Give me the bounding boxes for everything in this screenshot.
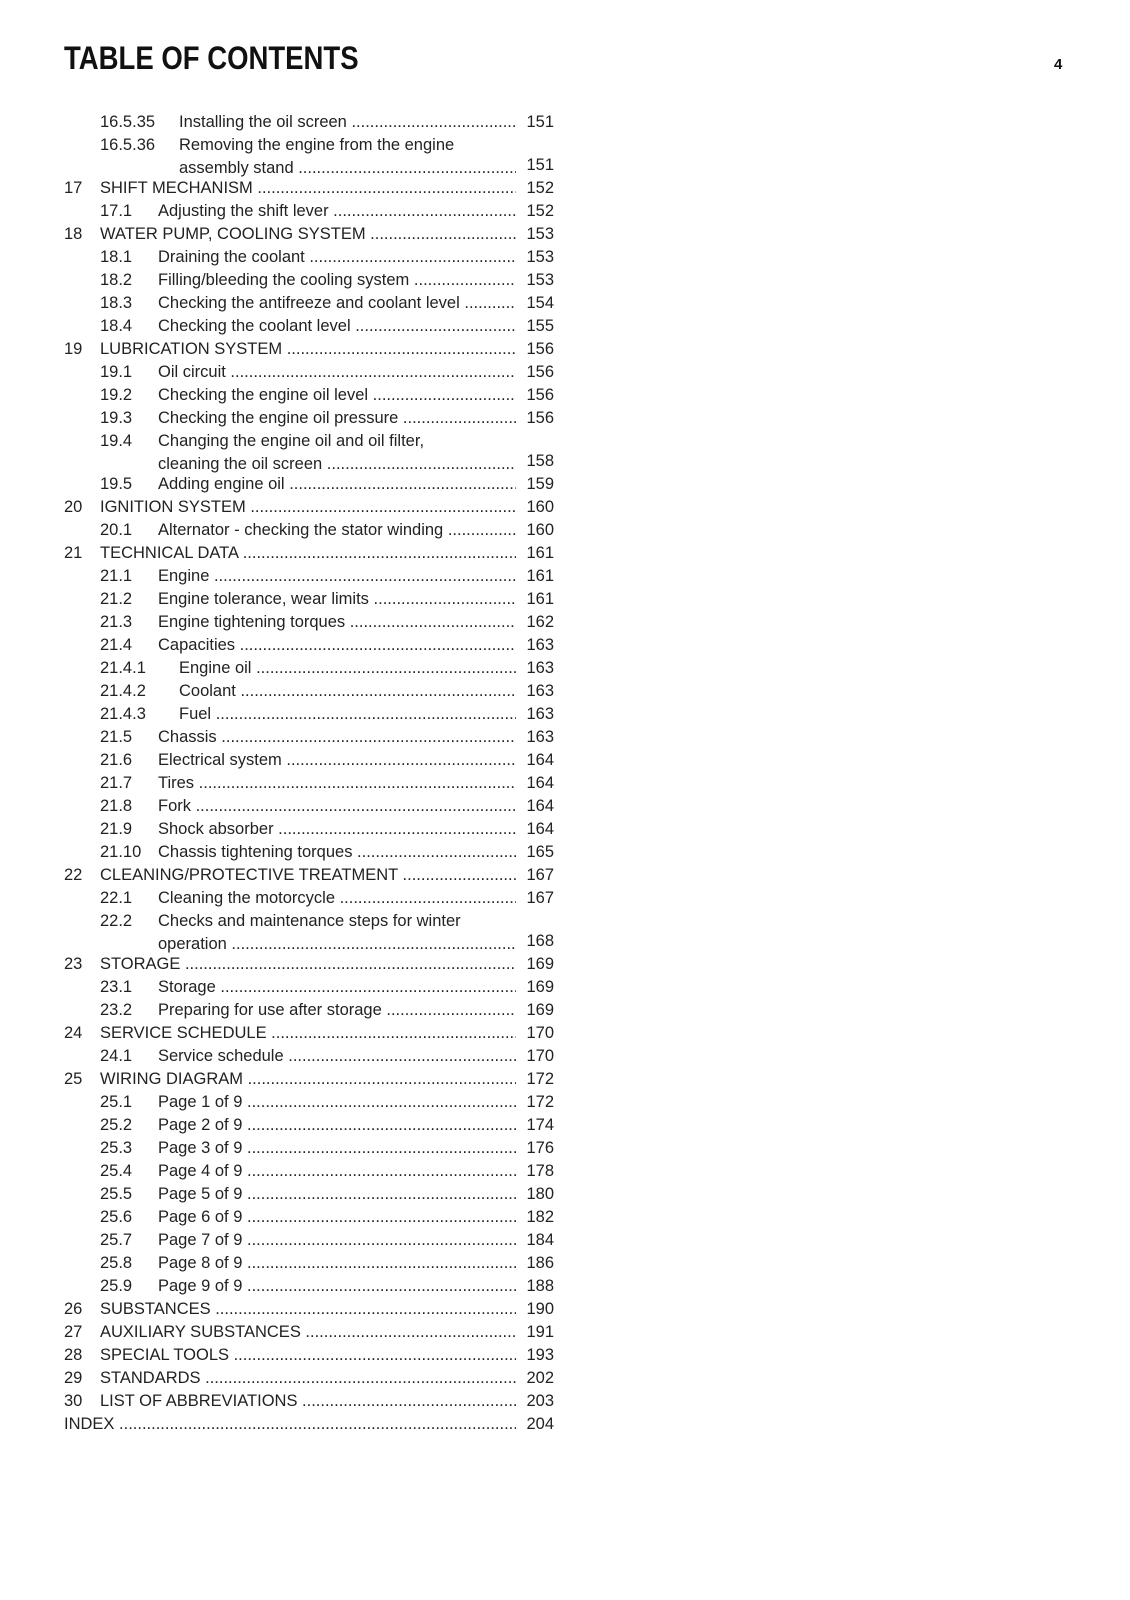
toc-entry[interactable] <box>64 841 554 864</box>
toc-entry[interactable] <box>64 200 554 223</box>
toc-entry[interactable] <box>64 1344 554 1367</box>
toc-entry-page: 204 <box>526 1415 554 1433</box>
toc-entry-number: 21.9 <box>100 820 133 838</box>
toc-entry[interactable] <box>64 657 554 680</box>
toc-entry-title[interactable] <box>158 976 516 999</box>
toc-entry-title-line: Electrical system ..... <box>158 749 516 772</box>
toc-entry[interactable] <box>64 680 554 703</box>
toc-entry-title[interactable] <box>100 496 516 519</box>
toc-entry-number: 25 <box>64 1070 83 1088</box>
toc-entry-title-line: Service schedule ..... <box>158 1045 516 1068</box>
toc-entry[interactable] <box>64 1275 554 1298</box>
toc-entry-number: 24 <box>64 1024 83 1042</box>
toc-entry-title[interactable] <box>158 384 516 407</box>
toc-entry-title[interactable] <box>64 1413 516 1436</box>
toc-entry-title-line: Engine oil ..... <box>179 657 516 680</box>
toc-entry[interactable] <box>64 976 554 999</box>
toc-entry[interactable] <box>64 749 554 772</box>
toc-entry-number: 25.9 <box>100 1277 133 1295</box>
toc-entry[interactable] <box>64 795 554 818</box>
toc-entry-number: 20.1 <box>100 521 133 539</box>
toc-entry-title-line: Adjusting the shift lever ..... <box>158 200 516 223</box>
toc-entry-number: 18 <box>64 225 83 243</box>
toc-entry-title-line: Draining the coolant ..... <box>158 246 516 269</box>
toc-entry-page: 153 <box>526 225 554 243</box>
toc-entry-title-line: Adding engine oil ..... <box>158 473 516 496</box>
toc-entry-page: 161 <box>526 544 554 562</box>
toc-entry-title-line: AUXILIARY SUBSTANCES ..... <box>100 1321 516 1344</box>
toc-entry-number: 18.2 <box>100 271 133 289</box>
page-number: 4 <box>1054 56 1063 73</box>
toc-entry[interactable] <box>64 338 554 361</box>
toc-entry[interactable] <box>64 407 554 430</box>
toc-entry-number: 24.1 <box>100 1047 133 1065</box>
toc-entry-title-line: Shock absorber ..... <box>158 818 516 841</box>
toc-entry[interactable] <box>64 999 554 1022</box>
toc-entry-title-line: Page 6 of 9 ..... <box>158 1206 516 1229</box>
toc-entry-page: 152 <box>526 179 554 197</box>
toc-entry-page: 170 <box>526 1024 554 1042</box>
toc-entry[interactable] <box>64 1321 554 1344</box>
toc-entry-title[interactable] <box>158 999 516 1022</box>
toc-entry-title-line: Page 2 of 9 ..... <box>158 1114 516 1137</box>
toc-entry-page: 163 <box>526 636 554 654</box>
toc-entry-title[interactable] <box>158 292 516 315</box>
toc-entry[interactable] <box>64 384 554 407</box>
toc-entry[interactable] <box>64 223 554 246</box>
toc-entry-number: 25.7 <box>100 1231 133 1249</box>
toc-entry-page: 176 <box>526 1139 554 1157</box>
toc-entry-page: 170 <box>526 1047 554 1065</box>
toc-entry[interactable] <box>64 1091 554 1114</box>
toc-entry-title-line: Page 4 of 9 ..... <box>158 1160 516 1183</box>
toc-entry-title[interactable] <box>158 1275 516 1298</box>
toc-entry-title-line: Chassis tightening torques ..... <box>158 841 516 864</box>
toc-entry-number: 19.2 <box>100 386 133 404</box>
toc-entry-number: 25.8 <box>100 1254 133 1272</box>
toc-entry-title[interactable] <box>100 223 516 246</box>
toc-entry-title-line: Alternator - checking the stator winding ..... <box>158 519 516 542</box>
toc-entry-title[interactable] <box>158 841 516 864</box>
toc-entry-title[interactable] <box>158 430 516 476</box>
toc-entry-page: 163 <box>526 682 554 700</box>
toc-entry-title-line: Capacities ..... <box>158 634 516 657</box>
toc-entry-page: 151 <box>526 156 554 174</box>
toc-entry[interactable] <box>64 134 554 177</box>
toc-entry-title-line: Page 5 of 9 ..... <box>158 1183 516 1206</box>
toc-entry[interactable] <box>64 1068 554 1091</box>
toc-entry-title-line: Checking the antifreeze and coolant level ..... <box>158 292 516 315</box>
toc-entry-title[interactable] <box>158 565 516 588</box>
toc-entry[interactable] <box>64 1022 554 1045</box>
toc-entry-title[interactable] <box>158 519 516 542</box>
toc-entry-title-line: Page 9 of 9 ..... <box>158 1275 516 1298</box>
toc-entry-number: 18.3 <box>100 294 133 312</box>
toc-entry-title[interactable] <box>179 703 516 726</box>
toc-entry-title-line: Checking the coolant level ..... <box>158 315 516 338</box>
toc-entry-page: 163 <box>526 728 554 746</box>
toc-entry-number: 19.1 <box>100 363 133 381</box>
toc-entry-title-line: Preparing for use after storage ..... <box>158 999 516 1022</box>
toc-entry-title[interactable] <box>179 134 516 180</box>
toc-entry-number: 22.2 <box>100 912 133 930</box>
toc-entry-number: 19.4 <box>100 432 133 450</box>
toc-entry-page: 169 <box>526 978 554 996</box>
toc-entry-title-line: cleaning the oil screen ..... <box>158 453 516 476</box>
toc-entry[interactable] <box>64 1137 554 1160</box>
toc-entry[interactable] <box>64 726 554 749</box>
toc-entry-title-line: operation ..... <box>158 933 516 956</box>
toc-entry[interactable] <box>64 1206 554 1229</box>
toc-entry-title[interactable] <box>158 1252 516 1275</box>
toc-entry-title[interactable] <box>100 1321 516 1344</box>
toc-entry-title-line: CLEANING/PROTECTIVE TREATMENT ..... <box>100 864 516 887</box>
toc-entry-number: 23.2 <box>100 1001 133 1019</box>
toc-entry-title[interactable] <box>158 772 516 795</box>
toc-entry-title-line: Page 1 of 9 ..... <box>158 1091 516 1114</box>
toc-entry-title-line: Storage ..... <box>158 976 516 999</box>
toc-entry-page: 156 <box>526 409 554 427</box>
toc-entry-page: 178 <box>526 1162 554 1180</box>
toc-entry-title[interactable] <box>158 795 516 818</box>
toc-entry-title[interactable] <box>100 1298 516 1321</box>
toc-entry-number: 18.1 <box>100 248 133 266</box>
toc-entry-page: 184 <box>526 1231 554 1249</box>
toc-entry[interactable] <box>64 818 554 841</box>
toc-entry-page: 160 <box>526 498 554 516</box>
toc-entry-title[interactable] <box>179 657 516 680</box>
toc-entry-number: 20 <box>64 498 83 516</box>
toc-entry-title-line: STANDARDS ..... <box>100 1367 516 1390</box>
toc-entry-number: 21.4.2 <box>100 682 146 700</box>
toc-entry[interactable] <box>64 1413 554 1436</box>
toc-entry-title[interactable] <box>100 1344 516 1367</box>
toc-entry-title[interactable] <box>158 1229 516 1252</box>
toc-entry-title-line: SERVICE SCHEDULE ..... <box>100 1022 516 1045</box>
toc-entry-number: 21.10 <box>100 843 142 861</box>
table-of-contents <box>64 111 554 1436</box>
toc-entry-title[interactable] <box>158 910 516 956</box>
toc-entry-page: 153 <box>526 248 554 266</box>
toc-entry-page: 203 <box>526 1392 554 1410</box>
toc-entry-number: 21.8 <box>100 797 133 815</box>
toc-entry-title-line: Page 8 of 9 ..... <box>158 1252 516 1275</box>
toc-entry-title[interactable] <box>158 1183 516 1206</box>
toc-entry[interactable] <box>64 473 554 496</box>
toc-entry-title-line: IGNITION SYSTEM ..... <box>100 496 516 519</box>
toc-entry-page: 156 <box>526 386 554 404</box>
toc-entry-title[interactable] <box>158 361 516 384</box>
toc-entry-page: 159 <box>526 475 554 493</box>
toc-entry-number: 19.3 <box>100 409 133 427</box>
toc-entry-title-line: Removing the engine from the engine <box>179 136 455 154</box>
toc-entry-page: 161 <box>526 590 554 608</box>
toc-entry-page: 156 <box>526 363 554 381</box>
toc-entry-title-line: WATER PUMP, COOLING SYSTEM ..... <box>100 223 516 246</box>
toc-entry-number: 21.5 <box>100 728 133 746</box>
toc-entry-number: 27 <box>64 1323 83 1341</box>
toc-entry-title-line: assembly stand ..... <box>179 157 516 180</box>
toc-entry[interactable] <box>64 1160 554 1183</box>
toc-entry-number: 17 <box>64 179 83 197</box>
toc-entry[interactable] <box>64 430 554 473</box>
toc-entry-page: 174 <box>526 1116 554 1134</box>
toc-entry-page: 152 <box>526 202 554 220</box>
toc-entry[interactable] <box>64 887 554 910</box>
toc-entry-title-line: SUBSTANCES ..... <box>100 1298 516 1321</box>
page-title: TABLE OF CONTENTS <box>64 40 359 76</box>
toc-entry-title[interactable] <box>179 680 516 703</box>
toc-entry-title-line: Tires ..... <box>158 772 516 795</box>
toc-entry[interactable] <box>64 565 554 588</box>
toc-entry[interactable] <box>64 611 554 634</box>
toc-entry[interactable] <box>64 361 554 384</box>
toc-entry-title-line: SHIFT MECHANISM ..... <box>100 177 516 200</box>
toc-entry-page: 160 <box>526 521 554 539</box>
toc-entry-title-line: Engine tolerance, wear limits ..... <box>158 588 516 611</box>
toc-entry-number: 16.5.35 <box>100 113 156 131</box>
toc-entry-title-line: Installing the oil screen ..... <box>179 111 516 134</box>
toc-entry-title[interactable] <box>158 1160 516 1183</box>
toc-entry-title[interactable] <box>100 542 516 565</box>
toc-entry-title[interactable] <box>158 634 516 657</box>
toc-entry-number: 30 <box>64 1392 83 1410</box>
toc-entry[interactable] <box>64 269 554 292</box>
toc-entry-title[interactable] <box>158 588 516 611</box>
toc-entry-title-line: Page 3 of 9 ..... <box>158 1137 516 1160</box>
toc-entry-page: 153 <box>526 271 554 289</box>
toc-entry-title-line: Fork ..... <box>158 795 516 818</box>
toc-entry[interactable] <box>64 1252 554 1275</box>
toc-entry-title[interactable] <box>100 177 516 200</box>
toc-entry-title[interactable] <box>158 818 516 841</box>
toc-entry-page: 190 <box>526 1300 554 1318</box>
toc-entry-number: 29 <box>64 1369 83 1387</box>
toc-entry-title-line: Checking the engine oil level ..... <box>158 384 516 407</box>
toc-entry-number: 21.3 <box>100 613 133 631</box>
toc-entry[interactable] <box>64 292 554 315</box>
toc-entry-title[interactable] <box>158 749 516 772</box>
toc-entry-page: 163 <box>526 705 554 723</box>
toc-entry-title[interactable] <box>100 1068 516 1091</box>
toc-entry-title-line: TECHNICAL DATA ..... <box>100 542 516 565</box>
toc-entry-title-line: INDEX ..... <box>64 1413 516 1436</box>
toc-entry[interactable] <box>64 496 554 519</box>
toc-entry-number: 22 <box>64 866 83 884</box>
toc-entry-page: 188 <box>526 1277 554 1295</box>
toc-entry-page: 167 <box>526 889 554 907</box>
toc-entry[interactable] <box>64 1229 554 1252</box>
toc-entry-title[interactable] <box>179 111 516 134</box>
toc-entry-page: 164 <box>526 820 554 838</box>
toc-entry[interactable] <box>64 1390 554 1413</box>
toc-entry-title[interactable] <box>158 200 516 223</box>
toc-entry-page: 180 <box>526 1185 554 1203</box>
toc-entry-page: 163 <box>526 659 554 677</box>
toc-entry-title-line: Coolant ..... <box>179 680 516 703</box>
toc-entry[interactable] <box>64 111 554 134</box>
toc-entry-number: 25.5 <box>100 1185 133 1203</box>
toc-entry-page: 168 <box>526 932 554 950</box>
toc-entry[interactable] <box>64 588 554 611</box>
toc-entry-number: 22.1 <box>100 889 133 907</box>
toc-entry-page: 162 <box>526 613 554 631</box>
toc-entry-title[interactable] <box>158 611 516 634</box>
toc-entry[interactable] <box>64 1183 554 1206</box>
toc-entry-title-line: WIRING DIAGRAM ..... <box>100 1068 516 1091</box>
toc-entry-number: 23 <box>64 955 83 973</box>
toc-entry[interactable] <box>64 315 554 338</box>
toc-entry[interactable] <box>64 177 554 200</box>
toc-entry-title-line: Oil circuit ..... <box>158 361 516 384</box>
toc-entry-number: 26 <box>64 1300 83 1318</box>
toc-entry-title-line: Filling/bleeding the cooling system ..... <box>158 269 516 292</box>
toc-entry-page: 154 <box>526 294 554 312</box>
toc-entry-title-line: SPECIAL TOOLS ..... <box>100 1344 516 1367</box>
toc-entry-title-line: Engine tightening torques ..... <box>158 611 516 634</box>
toc-entry-title[interactable] <box>158 1114 516 1137</box>
toc-entry[interactable] <box>64 864 554 887</box>
toc-entry-title[interactable] <box>158 1045 516 1068</box>
toc-entry-title[interactable] <box>158 246 516 269</box>
toc-entry-page: 158 <box>526 452 554 470</box>
toc-entry[interactable] <box>64 1114 554 1137</box>
toc-entry[interactable] <box>64 634 554 657</box>
toc-entry-number: 25.3 <box>100 1139 133 1157</box>
toc-entry-number: 25.4 <box>100 1162 133 1180</box>
toc-entry-number: 18.4 <box>100 317 133 335</box>
toc-entry-page: 186 <box>526 1254 554 1272</box>
toc-entry-page: 155 <box>526 317 554 335</box>
toc-entry-number: 21.2 <box>100 590 133 608</box>
toc-entry-title[interactable] <box>100 1022 516 1045</box>
toc-entry-title-line: LUBRICATION SYSTEM ..... <box>100 338 516 361</box>
toc-entry-number: 19 <box>64 340 83 358</box>
toc-entry-page: 164 <box>526 751 554 769</box>
toc-entry-title[interactable] <box>158 315 516 338</box>
toc-entry-page: 191 <box>526 1323 554 1341</box>
toc-entry-number: 21.4.3 <box>100 705 146 723</box>
toc-entry-page: 164 <box>526 774 554 792</box>
toc-entry-number: 21.4 <box>100 636 133 654</box>
toc-entry-page: 182 <box>526 1208 554 1226</box>
toc-entry-page: 161 <box>526 567 554 585</box>
toc-entry-title-line: Fuel ..... <box>179 703 516 726</box>
toc-entry-page: 169 <box>526 1001 554 1019</box>
toc-entry[interactable] <box>64 772 554 795</box>
toc-entry[interactable] <box>64 519 554 542</box>
toc-entry-number: 21 <box>64 544 83 562</box>
toc-entry-number: 16.5.36 <box>100 136 156 154</box>
toc-entry[interactable] <box>64 1045 554 1068</box>
toc-entry-page: 172 <box>526 1093 554 1111</box>
toc-entry-title[interactable] <box>158 726 516 749</box>
toc-entry-title[interactable] <box>100 953 516 976</box>
toc-entry-title-line: Chassis ..... <box>158 726 516 749</box>
toc-entry-title[interactable] <box>158 1091 516 1114</box>
toc-entry[interactable] <box>64 703 554 726</box>
toc-entry-number: 25.6 <box>100 1208 133 1226</box>
toc-entry-title[interactable] <box>100 864 516 887</box>
toc-entry-title-line: Checks and maintenance steps for winter <box>158 912 461 930</box>
toc-entry[interactable] <box>64 246 554 269</box>
toc-entry-number: 17.1 <box>100 202 133 220</box>
toc-entry-title-line: Page 7 of 9 ..... <box>158 1229 516 1252</box>
toc-entry[interactable] <box>64 953 554 976</box>
toc-entry-number: 21.6 <box>100 751 133 769</box>
toc-entry-title[interactable] <box>158 1137 516 1160</box>
toc-entry-title-line: STORAGE ..... <box>100 953 516 976</box>
toc-entry-page: 167 <box>526 866 554 884</box>
toc-entry-title[interactable] <box>158 407 516 430</box>
toc-entry-number: 21.1 <box>100 567 133 585</box>
toc-entry-page: 164 <box>526 797 554 815</box>
toc-entry-page: 165 <box>526 843 554 861</box>
toc-entry[interactable] <box>64 910 554 953</box>
toc-entry-page: 151 <box>526 113 554 131</box>
toc-entry-title-line: Cleaning the motorcycle ..... <box>158 887 516 910</box>
toc-entry-number: 23.1 <box>100 978 133 996</box>
toc-entry-page: 193 <box>526 1346 554 1364</box>
toc-entry-number: 25.2 <box>100 1116 133 1134</box>
toc-entry[interactable] <box>64 1367 554 1390</box>
toc-entry-number: 21.7 <box>100 774 133 792</box>
toc-entry[interactable] <box>64 1298 554 1321</box>
toc-entry-title-line: LIST OF ABBREVIATIONS ..... <box>100 1390 516 1413</box>
toc-entry-page: 169 <box>526 955 554 973</box>
toc-entry[interactable] <box>64 542 554 565</box>
toc-entry-number: 25.1 <box>100 1093 133 1111</box>
toc-entry-title[interactable] <box>158 887 516 910</box>
toc-entry-title-line: Changing the engine oil and oil filter, <box>158 432 425 450</box>
toc-entry-title[interactable] <box>100 338 516 361</box>
toc-entry-number: 21.4.1 <box>100 659 146 677</box>
toc-entry-title-line: Checking the engine oil pressure ..... <box>158 407 516 430</box>
toc-entry-page: 202 <box>526 1369 554 1387</box>
toc-entry-title[interactable] <box>100 1367 516 1390</box>
toc-entry-title[interactable] <box>158 1206 516 1229</box>
toc-entry-number: 28 <box>64 1346 83 1364</box>
toc-entry-page: 156 <box>526 340 554 358</box>
toc-entry-title-line: Engine ..... <box>158 565 516 588</box>
toc-entry-title[interactable] <box>158 269 516 292</box>
toc-entry-title[interactable] <box>158 473 516 496</box>
toc-entry-title[interactable] <box>100 1390 516 1413</box>
toc-entry-page: 172 <box>526 1070 554 1088</box>
toc-entry-number: 19.5 <box>100 475 133 493</box>
